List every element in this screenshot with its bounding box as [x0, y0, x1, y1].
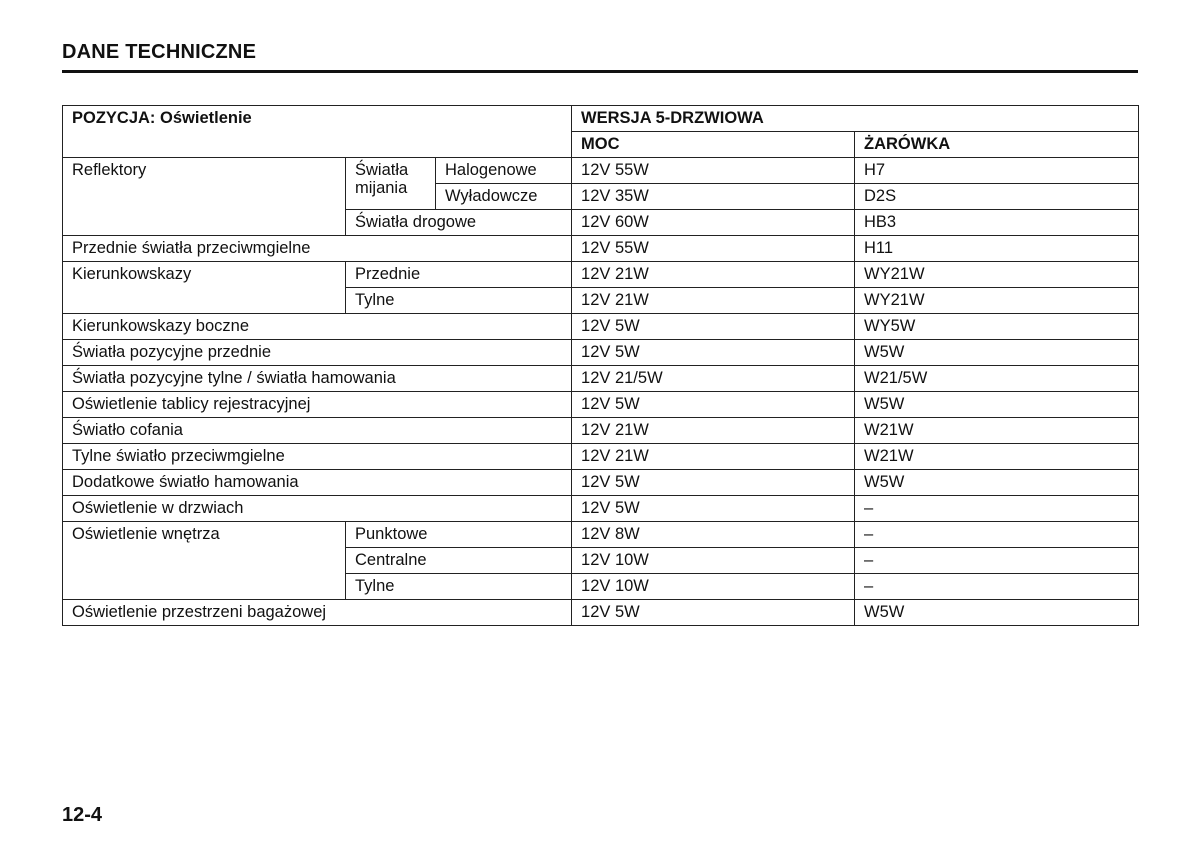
bulb-cell: WY21W — [855, 262, 1139, 288]
power-cell: 12V 21W — [572, 262, 855, 288]
bulb-cell: – — [855, 548, 1139, 574]
table-row — [63, 392, 1139, 418]
bulb-cell: D2S — [855, 184, 1139, 210]
bulb-cell: – — [855, 496, 1139, 522]
power-cell: 12V 5W — [572, 600, 855, 626]
table-row — [63, 470, 1139, 496]
bulb-cell: W5W — [855, 392, 1139, 418]
power-header: MOC — [572, 132, 855, 158]
table-row — [63, 418, 1139, 444]
power-cell: 12V 10W — [572, 548, 855, 574]
row-subsublabel: Halogenowe — [436, 158, 572, 184]
row-label: Światła pozycyjne tylne / światła hamowania — [63, 366, 572, 392]
table-row — [63, 444, 1139, 470]
power-cell: 12V 5W — [572, 470, 855, 496]
bulb-cell: W5W — [855, 470, 1139, 496]
row-label: Reflektory — [63, 158, 346, 236]
bulb-cell: W21/5W — [855, 366, 1139, 392]
table-row — [63, 236, 1139, 262]
bulb-cell: – — [855, 574, 1139, 600]
bulb-cell: W21W — [855, 444, 1139, 470]
row-label: Przednie światła przeciwmgielne — [63, 236, 572, 262]
page-title: DANE TECHNICZNE — [62, 41, 257, 63]
power-cell: 12V 5W — [572, 392, 855, 418]
bulb-cell: – — [855, 522, 1139, 548]
row-label: Światła pozycyjne przednie — [63, 340, 572, 366]
row-sublabel: Światła drogowe — [346, 210, 572, 236]
bulb-cell: HB3 — [855, 210, 1139, 236]
power-cell: 12V 55W — [572, 158, 855, 184]
page-number: 12-4 — [62, 804, 103, 826]
power-cell: 12V 21W — [572, 418, 855, 444]
row-sublabel: Punktowe — [346, 522, 572, 548]
header-divider — [62, 70, 1138, 73]
power-cell: 12V 10W — [572, 574, 855, 600]
bulb-cell: W21W — [855, 418, 1139, 444]
row-label: Tylne światło przeciwmgielne — [63, 444, 572, 470]
bulb-cell: H7 — [855, 158, 1139, 184]
power-cell: 12V 60W — [572, 210, 855, 236]
table-row — [63, 314, 1139, 340]
power-cell: 12V 21W — [572, 288, 855, 314]
power-cell: 12V 21W — [572, 444, 855, 470]
lighting-spec-table — [62, 105, 1139, 626]
bulb-header: ŻARÓWKA — [855, 132, 1139, 158]
row-label: Oświetlenie wnętrza — [63, 522, 346, 600]
table-row — [63, 496, 1139, 522]
power-cell: 12V 55W — [572, 236, 855, 262]
row-label: Dodatkowe światło hamowania — [63, 470, 572, 496]
row-sublabel: Światła mijania — [346, 158, 436, 210]
table-row — [63, 522, 1139, 548]
table-header-row — [63, 106, 1139, 132]
power-cell: 12V 21/5W — [572, 366, 855, 392]
bulb-cell: H11 — [855, 236, 1139, 262]
table-row — [63, 600, 1139, 626]
power-cell: 12V 5W — [572, 496, 855, 522]
bulb-cell: WY21W — [855, 288, 1139, 314]
power-cell: 12V 8W — [572, 522, 855, 548]
power-cell: 12V 35W — [572, 184, 855, 210]
bulb-cell: WY5W — [855, 314, 1139, 340]
row-sublabel: Przednie — [346, 262, 572, 288]
position-header: POZYCJA: Oświetlenie — [63, 106, 572, 158]
table-row — [63, 366, 1139, 392]
table-row — [63, 262, 1139, 288]
row-label: Oświetlenie w drzwiach — [63, 496, 572, 522]
row-sublabel: Tylne — [346, 574, 572, 600]
row-sublabel: Tylne — [346, 288, 572, 314]
table-row — [63, 340, 1139, 366]
row-label: Oświetlenie przestrzeni bagażowej — [63, 600, 572, 626]
bulb-cell: W5W — [855, 600, 1139, 626]
row-sublabel: Centralne — [346, 548, 572, 574]
row-label: Kierunkowskazy boczne — [63, 314, 572, 340]
row-subsublabel: Wyładowcze — [436, 184, 572, 210]
power-cell: 12V 5W — [572, 340, 855, 366]
version-header: WERSJA 5-DRZWIOWA — [572, 106, 1139, 132]
row-label: Kierunkowskazy — [63, 262, 346, 314]
power-cell: 12V 5W — [572, 314, 855, 340]
bulb-cell: W5W — [855, 340, 1139, 366]
row-label: Światło cofania — [63, 418, 572, 444]
row-label: Oświetlenie tablicy rejestracyjnej — [63, 392, 572, 418]
table-row — [63, 158, 1139, 184]
